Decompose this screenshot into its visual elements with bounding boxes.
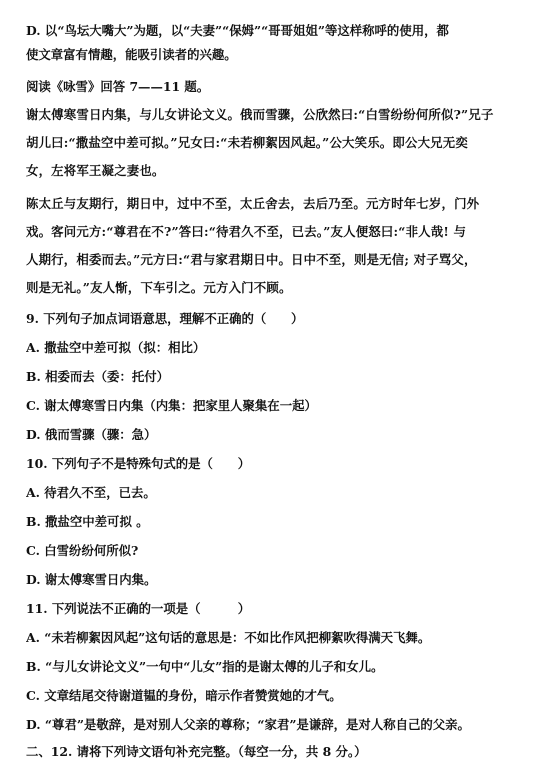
option-c-q10: C. 白雪纷纷何所似? xyxy=(26,543,139,558)
question-9: 9. 下列句子加点词语意思，理解不正确的（ ） xyxy=(26,311,304,326)
passage-1-line-2: 胡儿曰:“撒盐空中差可拟。”兄女曰:“未若柳絮因风起。”公大笑乐。即公大兄无奕 xyxy=(26,135,468,150)
passage-1-line-3: 女，左将军王凝之妻也。 xyxy=(26,163,165,178)
option-a-q10: A. 待君久不至，已去。 xyxy=(26,485,156,500)
question-11: 11. 下列说法不正确的一项是（ ） xyxy=(26,601,251,616)
section-2-question-12: 二、12. 请将下列诗文语句补充完整。（每空一分，共 8 分。） xyxy=(26,744,367,759)
passage-2-line-3: 人期行，相委而去。”元方曰:“君与家君期日中。日中不至，则是无信; 对子骂父， xyxy=(26,252,477,267)
option-b-q11: B. “与儿女讲论文义”一句中“儿女”指的是谢太傅的儿子和女儿。 xyxy=(26,659,384,674)
option-d-q9: D. 俄而雪骤（骤：急） xyxy=(26,427,157,442)
passage-1-line-1: 谢太傅寒雪日内集，与儿女讲论文义。俄而雪骤，公欣然曰:“白雪纷纷何所似?”兄子 xyxy=(26,107,494,122)
option-a-q9: A. 撒盐空中差可拟（拟：相比） xyxy=(26,340,206,355)
option-a-q11: A. “未若柳絮因风起”这句话的意思是：不如比作风把柳絮吹得满天飞舞。 xyxy=(26,630,431,645)
question-10: 10. 下列句子不是特殊句式的是（ ） xyxy=(26,456,251,471)
reading-instruction: 阅读《咏雪》回答 7——11 题。 xyxy=(26,79,210,94)
option-b-q10: B. 撒盐空中差可拟 。 xyxy=(26,514,149,529)
option-c-q11: C. 文章结尾交待谢道韫的身份，暗示作者赞赏她的才气。 xyxy=(26,688,342,703)
passage-2-line-1: 陈太丘与友期行，期日中，过中不至，太丘舍去，去后乃至。元方时年七岁，门外 xyxy=(26,196,480,211)
option-d-q11: D. “尊君”是敬辞，是对别人父亲的尊称；“家君”是谦辞，是对人称自己的父亲。 xyxy=(26,717,470,732)
passage-2-line-4: 则是无礼。”友人惭，下车引之。元方入门不顾。 xyxy=(26,280,292,295)
option-c-q9: C. 谢太傅寒雪日内集（内集：把家里人聚集在一起） xyxy=(26,398,317,413)
option-d-q10: D. 谢太傅寒雪日内集。 xyxy=(26,572,157,587)
passage-2-line-2: 戏。客问元方:“尊君在不?”答曰:“待君久不至，已去。”友人便怒曰:“非人哉! 与 xyxy=(26,224,467,239)
option-d-q8-cont: 使文章富有情趣，能吸引读者的兴趣。 xyxy=(26,47,237,62)
option-d-q8: D. 以“鸟坛大嘴大”为题，以“夫妻”“保姆”“哥哥姐姐”等这样称呼的使用，都 xyxy=(26,23,449,38)
option-b-q9: B. 相委而去（委：托付） xyxy=(26,369,170,384)
